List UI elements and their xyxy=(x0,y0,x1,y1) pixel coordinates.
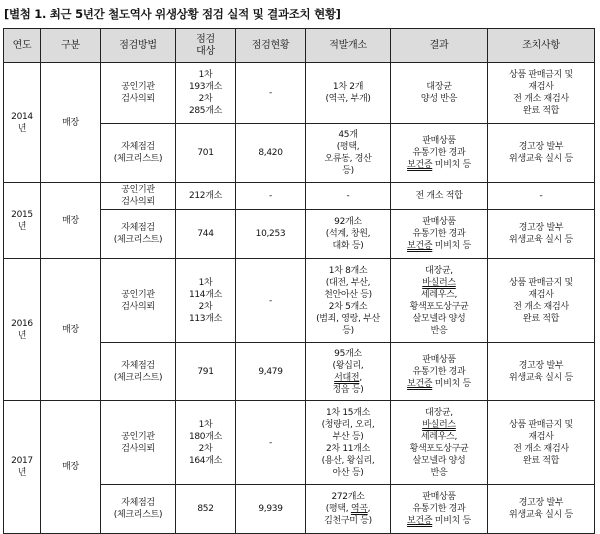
action-cell: - xyxy=(488,183,595,210)
found-cell: 1차 8개소 (대전, 부산, 천안아산 등) 2차 5개소 (범죄, 영랑, 부산 등) xyxy=(306,259,391,343)
health-certificate-mark: 보건증 xyxy=(407,241,433,251)
action-cell: 경고장 발부 위생교육 실시 등 xyxy=(488,343,595,401)
result-cell xyxy=(391,401,488,485)
target-cell: 212개소 xyxy=(176,183,236,210)
target-cell: 1차 193개소 2차 285개소 xyxy=(176,63,236,124)
method-cell: 공인기관 검사의뢰 xyxy=(101,63,176,124)
status-cell: - xyxy=(236,183,306,210)
year-cell: 2017 년 xyxy=(4,401,41,534)
action-cell: 상품 판매금지 및 재검사 전 개소 재검사 완료 적합 xyxy=(488,63,595,124)
station-mark: 서대전 xyxy=(334,372,360,383)
header-category: 구분 xyxy=(41,29,101,63)
target-cell: 852 xyxy=(176,485,236,534)
action-cell: 경고장 발부 위생교육 실시 등 xyxy=(488,485,595,534)
result-text-tail: 미비치 등 xyxy=(432,160,471,170)
found-cell xyxy=(306,485,391,534)
category-cell: 매장 xyxy=(41,401,101,534)
year-cell: 2014 년 xyxy=(4,63,41,183)
action-cell: 상품 판매금지 및 재검사 전 개소 재검사 완료 적합 xyxy=(488,401,595,485)
target-cell: 1차 180개소 2차 164개소 xyxy=(176,401,236,485)
health-certificate-mark: 보건증 xyxy=(407,516,433,526)
method-cell: 자체점검 (체크리스트) xyxy=(101,210,176,259)
result-text-tail: 미비치 등 xyxy=(432,241,471,251)
result-text-tail: 미비치 등 xyxy=(432,378,471,389)
station-mark: 역곡 xyxy=(350,504,368,514)
method-cell: 자체점검 (체크리스트) xyxy=(101,485,176,534)
header-year: 연도 xyxy=(4,29,41,63)
target-cell: 791 xyxy=(176,343,236,401)
table-row-2016-public xyxy=(4,259,595,343)
found-text-rest: , 김천구미 등) xyxy=(324,504,372,526)
result-cell: 대장균 양성 반응 xyxy=(391,63,488,124)
result-text-rest: 세레우스, 황색포도상구균 살모넬라 양성 반응 xyxy=(409,431,469,478)
method-cell: 자체점검 (체크리스트) xyxy=(101,124,176,183)
header-found: 적발개소 xyxy=(306,29,391,63)
status-cell: 8,420 xyxy=(236,124,306,183)
table-row-2014-public xyxy=(4,63,595,124)
result-text: 대장균, xyxy=(425,265,453,276)
result-text-tail: 미비치 등 xyxy=(432,516,471,526)
found-cell: 45개 (평택, 오류동, 경산 등) xyxy=(306,124,391,183)
method-cell: 공인기관 검사의뢰 xyxy=(101,259,176,343)
result-cell: 전 개소 적합 xyxy=(391,183,488,210)
action-cell: 경고장 발부 위생교육 실시 등 xyxy=(488,124,595,183)
found-text: 272개소 (평택, xyxy=(325,492,365,514)
method-cell: 공인기관 검사의뢰 xyxy=(101,401,176,485)
found-cell: - xyxy=(306,183,391,210)
result-cell xyxy=(391,259,488,343)
status-cell: 9,939 xyxy=(236,485,306,534)
document-title: [별첨 1. 최근 5년간 철도역사 위생상황 점검 실적 및 결과조치 현황] xyxy=(4,7,341,21)
category-cell: 매장 xyxy=(41,63,101,183)
health-certificate-mark: 보건증 xyxy=(407,160,433,170)
result-cell xyxy=(391,485,488,534)
result-cell xyxy=(391,343,488,401)
target-cell: 1차 114개소 2차 113개소 xyxy=(176,259,236,343)
status-cell: - xyxy=(236,63,306,124)
result-cell xyxy=(391,210,488,259)
found-cell: 92개소 (석계, 창원, 대화 등) xyxy=(306,210,391,259)
table-row-2015-public xyxy=(4,183,595,210)
category-cell: 매장 xyxy=(41,259,101,401)
status-cell: - xyxy=(236,401,306,485)
status-cell: - xyxy=(236,259,306,343)
table-row-2017-public xyxy=(4,401,595,485)
found-text: 95개소 (왕십리, xyxy=(332,348,364,371)
year-cell: 2015 년 xyxy=(4,183,41,259)
method-cell: 공인기관 검사의뢰 xyxy=(101,183,176,210)
action-cell: 상품 판매금지 및 재검사 전 개소 재검사 완료 적합 xyxy=(488,259,595,343)
header-action: 조치사항 xyxy=(488,29,595,63)
status-cell: 9,479 xyxy=(236,343,306,401)
result-text-rest: 세레우스, 황색포도상구균 살모넬라 양성 반응 xyxy=(409,289,469,336)
header-target: 점검 대상 xyxy=(176,29,236,63)
bacillus-mark: 바실러스 xyxy=(422,277,456,288)
health-certificate-mark: 보건증 xyxy=(407,378,433,389)
result-text: 판매상품 유통기한 경과 xyxy=(412,136,466,158)
bacillus-mark: 바실러스 xyxy=(422,419,456,430)
action-cell: 경고장 발부 위생교육 실시 등 xyxy=(488,210,595,259)
result-cell xyxy=(391,124,488,183)
method-cell: 자체점검 (체크리스트) xyxy=(101,343,176,401)
result-text: 판매상품 유통기한 경과 xyxy=(412,354,466,377)
found-cell: 1차 15개소 (청량리, 오리, 부산 등) 2차 11개소 (용산, 왕십리, 아산 등) xyxy=(306,401,391,485)
category-cell: 매장 xyxy=(41,183,101,259)
found-cell xyxy=(306,343,391,401)
result-text: 대장균, xyxy=(425,407,453,418)
header-row xyxy=(4,29,595,63)
found-text-rest: , 정읍 등) xyxy=(332,372,364,395)
inspection-results-table xyxy=(3,28,595,534)
header-status: 점검현황 xyxy=(236,29,306,63)
target-cell: 744 xyxy=(176,210,236,259)
status-cell: 10,253 xyxy=(236,210,306,259)
found-cell: 1차 2개 (역곡, 부개) xyxy=(306,63,391,124)
year-cell: 2016 년 xyxy=(4,259,41,401)
target-cell: 701 xyxy=(176,124,236,183)
header-result: 결과 xyxy=(391,29,488,63)
header-method: 점검방법 xyxy=(101,29,176,63)
result-text: 판매상품 유통기한 경과 xyxy=(412,217,466,239)
result-text: 판매상품 유통기한 경과 xyxy=(412,492,466,514)
